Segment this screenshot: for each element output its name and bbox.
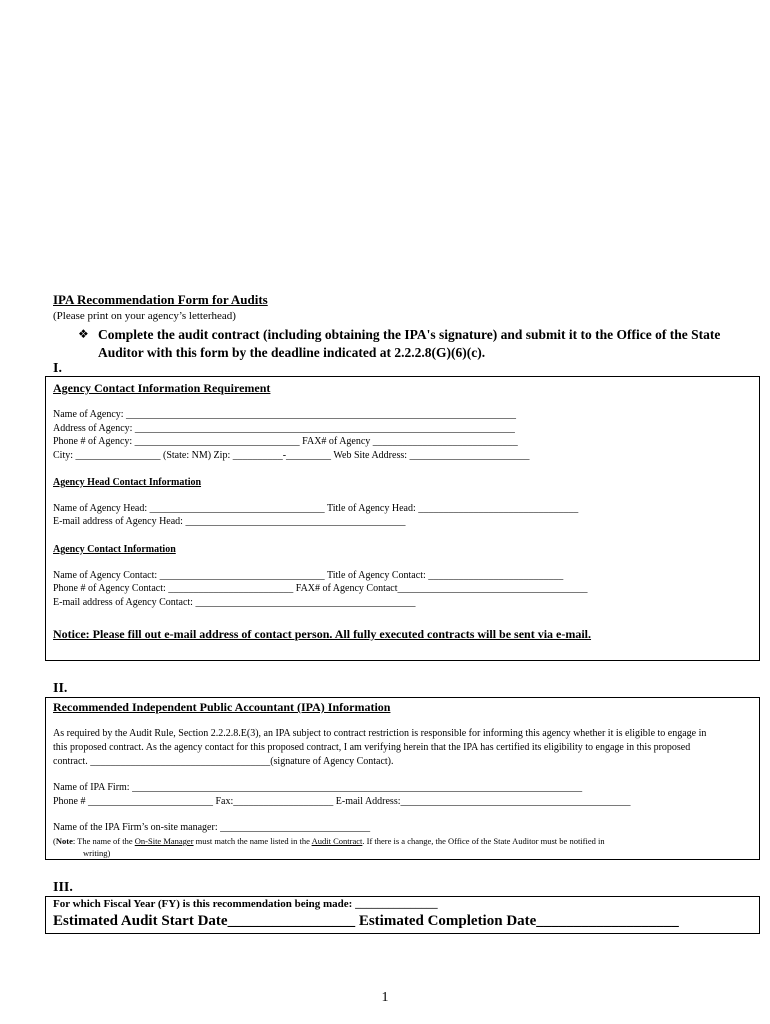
form-subtitle: (Please print on your agency’s letterhead) [53, 310, 236, 322]
ipa-firm-name-field[interactable]: Name of IPA Firm: __________________________________________________________________________________________ [53, 782, 583, 793]
note-text-3: . If there is a change, the Office of the State Auditor must be notified in [362, 836, 605, 846]
onsite-manager-term: On-Site Manager [134, 836, 194, 846]
agency-contact-heading: Agency Contact Information [53, 544, 176, 555]
agency-contact-phone-fax-field[interactable]: Phone # of Agency Contact: _________________________ FAX# of Agency Contact______________________________________ [53, 583, 588, 594]
section-2-heading: Recommended Independent Public Accountant (IPA) Information [53, 700, 391, 714]
diamond-bullet-icon: ❖ [78, 327, 89, 341]
agency-address-field[interactable]: Address of Agency: ____________________________________________________________________________ [53, 423, 515, 434]
agency-head-heading: Agency Head Contact Information [53, 477, 202, 488]
ipa-phone-fax-email-field[interactable]: Phone # _________________________ Fax:____________________ E-mail Address:______________________________________________ [53, 796, 631, 807]
agency-contact-name-title-field[interactable]: Name of Agency Contact: _________________________________ Title of Agency Contact: ___________________________ [53, 570, 564, 581]
fiscal-year-field[interactable]: For which Fiscal Year (FY) is this recommendation being made: _______________ [53, 898, 438, 910]
manager-note [53, 836, 605, 846]
instruction-text: Complete the audit contract (including obtaining the IPA's signature) and submit it to the Office of the State Auditor with this form by the deadline indicated at 2.2.2.8(G)(6)(c). [98, 327, 721, 360]
agency-phone-fax-field[interactable]: Phone # of Agency: _________________________________ FAX# of Agency _____________________________ [53, 436, 518, 447]
form-title: IPA Recommendation Form for Audits [53, 292, 268, 307]
eligibility-paragraph: As required by the Audit Rule, Section 2.2.2.8.E(3), an IPA subject to contract restriction is responsible for informing this agency whether it is eligible to engage in this proposed contract. As the agency contact for this proposed contract, I am verifying herein that the IPA has certified its eligibility to engage in this proposed contract. ____________________________________(signature of Agency Contact). [53, 728, 707, 767]
email-notice: Notice: Please fill out e-mail address of contact person. All fully executed contracts will be sent via e-mail. [53, 627, 592, 641]
section-1-heading: Agency Contact Information Requirement [53, 381, 271, 395]
agency-head-email-field[interactable]: E-mail address of Agency Head: ____________________________________________ [53, 516, 406, 527]
agency-contact-email-field[interactable]: E-mail address of Agency Contact: ____________________________________________ [53, 597, 416, 608]
agency-name-field[interactable]: Name of Agency: ______________________________________________________________________________ [53, 409, 517, 420]
section-1-number: I. [53, 361, 62, 376]
manager-note-continued: writing) [83, 848, 111, 858]
section-3-number: III. [53, 880, 73, 895]
note-open-paren: ( [53, 836, 56, 846]
onsite-manager-field[interactable]: Name of the IPA Firm’s on-site manager: ______________________________ [53, 822, 371, 833]
instruction-bullet [78, 326, 738, 362]
agency-city-zip-web-field[interactable]: City: _________________ (State: NM) Zip: __________-_________ Web Site Address: ________________________ [53, 450, 530, 461]
audit-dates-field[interactable]: Estimated Audit Start Date_________________ Estimated Completion Date___________________ [53, 913, 679, 929]
section-2-number: II. [53, 681, 68, 696]
note-label: Note [55, 836, 73, 846]
audit-contract-term: Audit Contract [311, 836, 363, 846]
note-text-1: : The name of the [72, 836, 135, 846]
page-number: 1 [381, 990, 389, 1005]
note-text-2: must match the name listed in the [193, 836, 312, 846]
agency-head-name-title-field[interactable]: Name of Agency Head: ___________________________________ Title of Agency Head: ________________________________ [53, 503, 579, 514]
